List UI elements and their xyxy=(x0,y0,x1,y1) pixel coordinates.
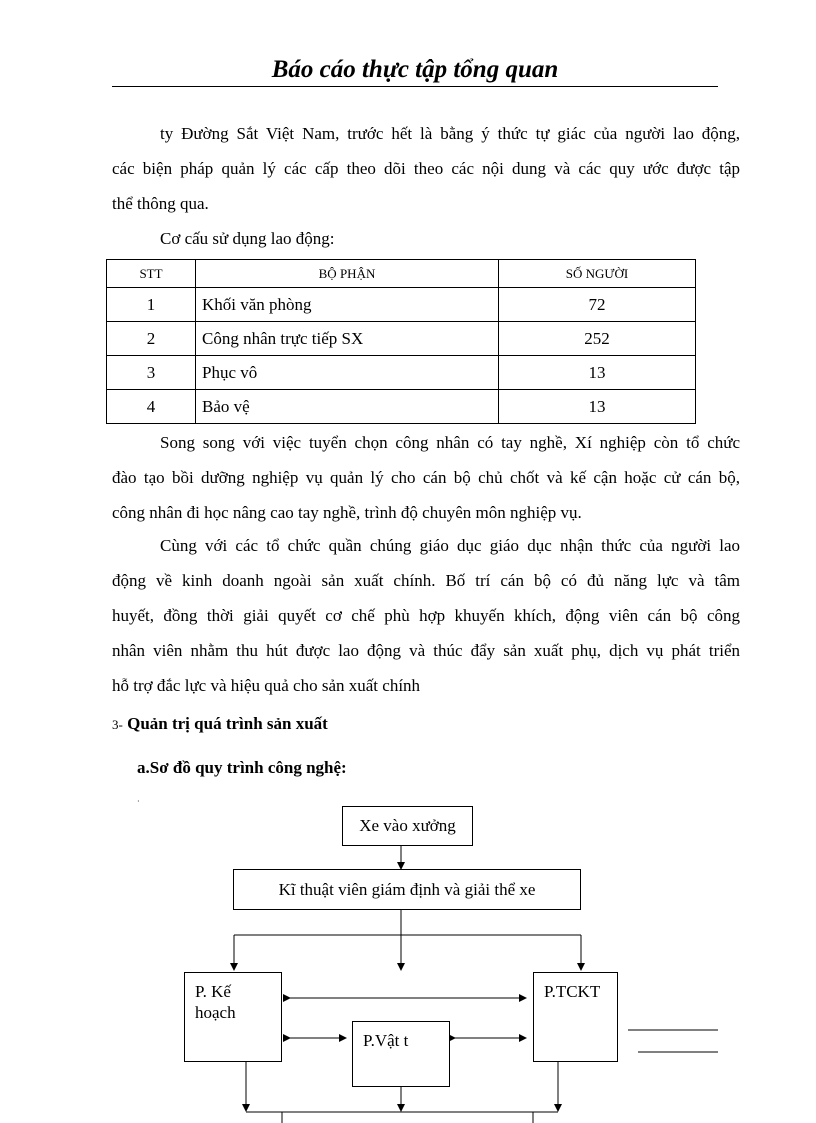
stray-mark: · xyxy=(137,797,140,806)
cell-count: 252 xyxy=(499,322,696,356)
training-line-1: Song song với việc tuyển chọn công nhân có tay nghề, Xí nghiệp còn tổ chức xyxy=(160,433,740,452)
organizations-line-2: động về kinh doanh ngoài sản xuất chính. Bố trí cán bộ có đủ năng lực và tâm xyxy=(112,571,740,590)
organizations-line-5: hỗ trợ đắc lực và hiệu quả cho sản xuất chính xyxy=(112,676,421,695)
header-count: SỐ NGƯỜI xyxy=(499,260,696,288)
cell-stt: 4 xyxy=(107,390,196,424)
cell-stt: 3 xyxy=(107,356,196,390)
box-finance-accounting-dept: P.TCKT xyxy=(533,972,618,1062)
intro-line-3: thể thông qua. xyxy=(112,194,209,213)
intro-line-1: ty Đường Sắt Việt Nam, trước hết là bằng ý thức tự giác của người lao động, xyxy=(160,124,740,143)
planning-line-2: hoạch xyxy=(195,1003,236,1022)
box-planning-dept xyxy=(184,972,282,1062)
box-vehicle-entry: Xe vào xưởng xyxy=(342,806,473,846)
organizations-line-1: Cùng với các tổ chức quần chúng giáo dục giáo dục nhận thức của người lao xyxy=(160,536,740,555)
training-line-3: công nhân đi học nâng cao tay nghề, trình độ chuyên môn nghiệp vụ. xyxy=(112,503,582,522)
cell-department: Khối văn phòng xyxy=(196,288,499,322)
table-intro-text: Cơ cấu sử dụng lao động: xyxy=(160,229,335,248)
header-department: BỘ PHẬN xyxy=(196,260,499,288)
cell-count: 13 xyxy=(499,390,696,424)
intro-line-2: các biện pháp quản lý các cấp theo dõi theo các nội dung và các quy ước được tập xyxy=(112,159,740,178)
planning-line-1: P. Kế xyxy=(195,982,231,1001)
cell-count: 72 xyxy=(499,288,696,322)
cell-department: Công nhân trực tiếp SX xyxy=(196,322,499,356)
organizations-line-4: nhân viên nhằm thu hút được lao động và thúc đẩy sản xuất phụ, dịch vụ phát triển xyxy=(112,641,740,660)
organizations-line-3: huyết, đồng thời giải quyết cơ chế phù hợp khuyến khích, động viên cán bộ công xyxy=(112,606,740,625)
box-supply-dept: P.Vật t xyxy=(352,1021,450,1087)
header-stt: STT xyxy=(107,260,196,288)
section-3-title: Quản trị quá trình sản xuất xyxy=(127,714,328,733)
training-line-2: đào tạo bồi dưỡng nghiệp vụ quản lý cho cán bộ chủ chốt và kế cận hoặc cử cán bộ, xyxy=(112,468,740,487)
section-3-number: 3- xyxy=(112,717,123,732)
box-technician-inspection: Kĩ thuật viên giám định và giải thể xe xyxy=(233,869,581,910)
cell-count: 13 xyxy=(499,356,696,390)
cell-stt: 2 xyxy=(107,322,196,356)
page-header-title: Báo cáo thực tập tổng quan xyxy=(271,56,559,83)
subsection-a-heading: a.Sơ đồ quy trình công nghệ: xyxy=(137,758,347,777)
cell-department: Bảo vệ xyxy=(196,390,499,424)
cell-department: Phục vô xyxy=(196,356,499,390)
cell-stt: 1 xyxy=(107,288,196,322)
